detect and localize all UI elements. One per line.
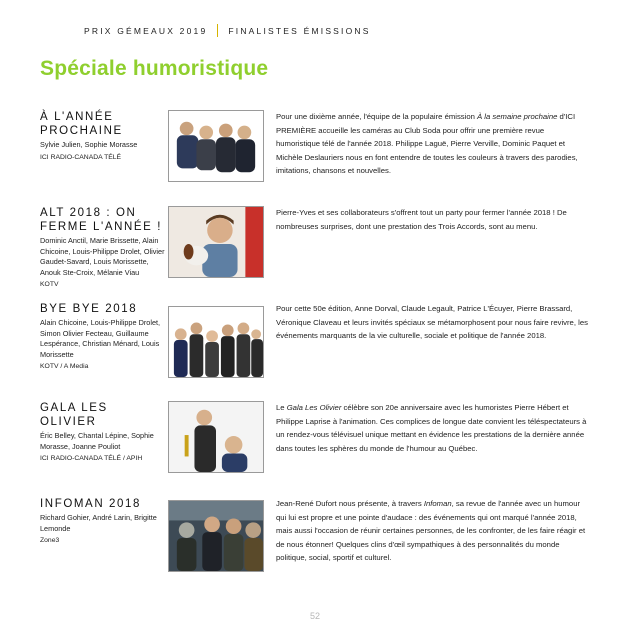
network: KOTV: [40, 281, 59, 288]
network: ICI RADIO-CANADA TÉLÉ: [40, 153, 122, 161]
show-photo: [168, 401, 264, 473]
show-photo: [168, 500, 264, 572]
entry-info: [40, 497, 165, 546]
credits: Alain Chicoine, Louis-Philippe Drolet, Simon Olivier Fecteau, Guillaume Lespérance, Christian Ménard, Louis Morissette: [40, 318, 161, 359]
network: KOTV / A Media: [40, 363, 89, 370]
entry-info: [40, 401, 165, 464]
credits: Richard Gohier, André Larin, Brigitte Lemonde: [40, 513, 157, 533]
show-photo: [168, 306, 264, 378]
credits: Dominic Anctil, Marie Brissette, Alain Chicoine, Louis-Philippe Drolet, Olivier Gaudet-Savard, Louis Morissette, Anouk Ste-Croix, Mélanie Viau: [40, 236, 165, 277]
credits: Éric Belley, Chantal Lépine, Sophie Morasse, Joanne Pouliot: [40, 431, 154, 451]
show-photo: [168, 206, 264, 278]
show-title: ALT 2018 : ON FERME L'ANNÉE !: [40, 207, 163, 233]
header-divider: [217, 24, 218, 37]
network: Zone3: [40, 537, 60, 544]
show-title: GALA LES OLIVIER: [40, 402, 108, 428]
show-description: Pour cette 50e édition, Anne Dorval, Claude Legault, Patrice L'Écuyer, Pierre Brassard, Véronique Claveau et leurs invités spéciaux se métamorphosent pour nous faire revivre, les événements marquants de la vie culturelle, sociale et politique de l'année 2018.: [276, 304, 588, 341]
running-header: [84, 24, 371, 37]
network: ICI RADIO-CANADA TÉLÉ / APIH: [40, 455, 143, 462]
section-title: Spéciale humoristique: [40, 57, 269, 80]
show-description: Jean-René Dufort nous présente, à travers Infoman, sa revue de l'année avec un humour qui lui est propre et une pointe d'audace : des événements qui ont marqué l'année 2018, mais aussi l'occasion de réunir certaines personnes, de les confronter, de les faire réagir et de nous étonner! Quelques clins d'œil sympathiques à des personnalités du monde politique, social, sportif et culturel.: [276, 499, 586, 563]
show-description: Pierre-Yves et ses collaborateurs s'offrent tout un party pour fermer l'année 2018 ! De nombreuses surprises, dont une prestation des Trois Accords, sont au menu.: [276, 208, 567, 231]
show-description: Pour une dixième année, l'équipe de la populaire émission À la semaine prochaine d'ICI PREMIÈRE accueille les caméras au Club Soda pour offrir une première revue humoristique télé de l'année 2018. Philippe Laguë, Pierre Verville, Dominic Paquet et Michèle Deslauriers nous en font entendre de toutes les couleurs à travers des parodies, imitations, chansons et nouvelles.: [276, 112, 578, 176]
credits: Sylvie Julien, Sophie Morasse: [40, 140, 138, 149]
entry-info: [40, 110, 165, 163]
entry-info: [40, 206, 165, 290]
entry-info: [40, 302, 165, 372]
show-description: Le Gala Les Olivier célèbre son 20e anniversaire avec les humoristes Pierre Hébert et Philippe Laprise à l'animation. Ces complices de longue date convient les téléspectateurs à un rendez-vous télévisuel unique mettant en évidence les prestations de la dernière année dans toutes les sphères du monde de l'humour au Québec.: [276, 403, 587, 453]
show-title: À L'ANNÉE PROCHAINE: [40, 111, 123, 137]
header-left: PRIX GÉMEAUX 2019: [84, 25, 208, 36]
show-title: INFOMAN 2018: [40, 498, 142, 510]
show-photo: [168, 110, 264, 182]
show-title: BYE BYE 2018: [40, 303, 138, 315]
page-number: 52: [309, 611, 320, 621]
header-right: FINALISTES ÉMISSIONS: [228, 25, 371, 36]
